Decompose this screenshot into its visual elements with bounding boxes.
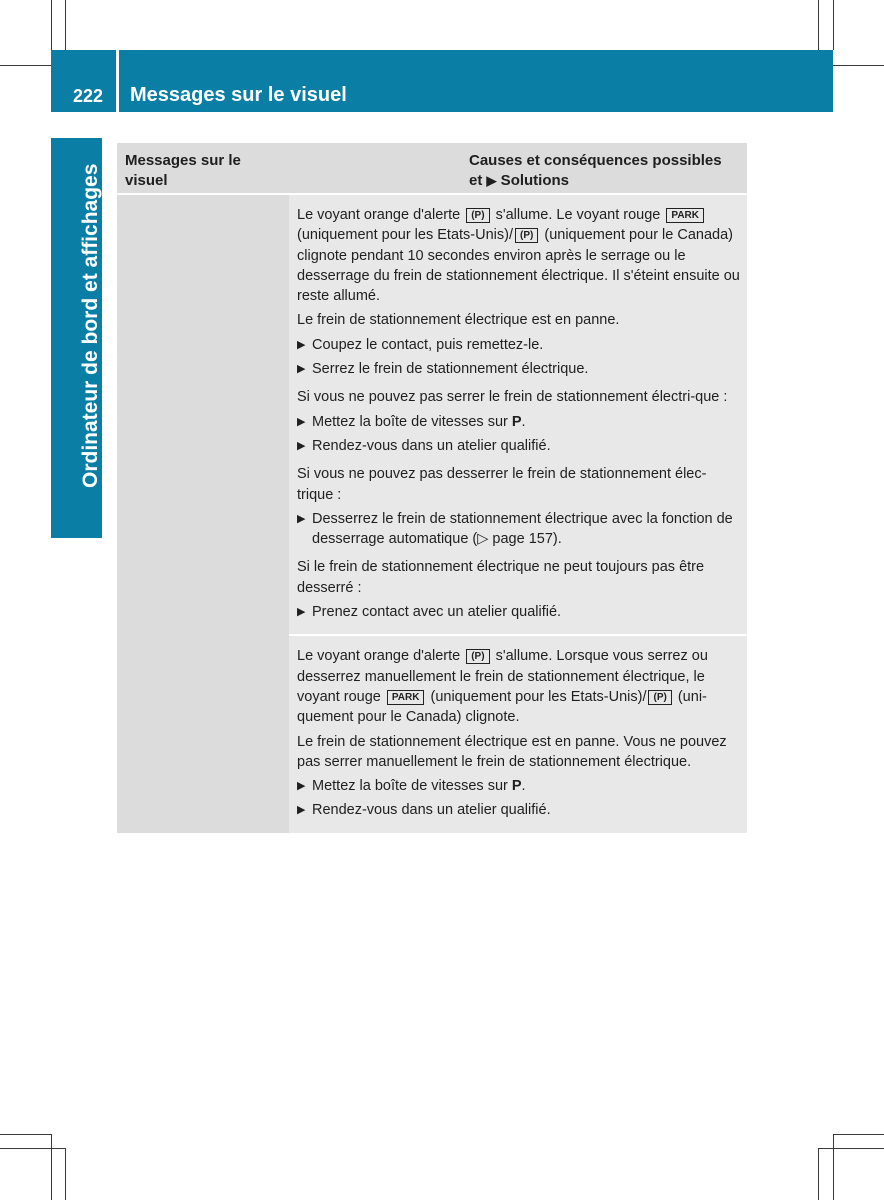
arrow-icon: ▶: [486, 173, 497, 188]
list-text: Serrez le frein de stationnement électrique.: [312, 361, 589, 378]
bullet-arrow-icon: ▶: [297, 338, 306, 351]
list-text: Prenez contact avec un atelier qualifié.: [312, 604, 562, 621]
list-text: Rendez-vous dans un atelier qualifié.: [312, 437, 551, 454]
paragraph: Le frein de stationnement électrique est en panne.: [297, 312, 620, 329]
crop-mark: [833, 1134, 834, 1200]
page-number: 222: [73, 86, 104, 106]
text: s'allume. Le voyant rouge: [491, 207, 665, 223]
list-text: Desserrez le frein de stationnement électrique avec la fonction de desserrage automatique (▷ page 157).: [312, 510, 733, 548]
col-header-causes: [289, 143, 747, 193]
paragraph: Si vous ne pouvez pas serrer le frein de stationnement électri-que :: [297, 389, 728, 406]
list-text: [312, 412, 526, 432]
crop-mark: [65, 0, 66, 50]
page-title: Messages sur le visuel: [130, 84, 347, 106]
chapter-title: Ordinateur de bord et affichages: [79, 163, 102, 488]
crop-mark: [818, 1148, 819, 1200]
list-item: [297, 436, 740, 456]
bullet-arrow-icon: ▶: [297, 804, 306, 817]
park-icon: PARK: [387, 690, 425, 705]
col-header-text: Solutions: [496, 172, 570, 189]
text: Le voyant orange d'alerte: [297, 207, 465, 223]
text: Le voyant orange d'alerte: [297, 648, 465, 665]
text: .: [521, 413, 526, 430]
text: (uniquement pour le Canada) clignote pendant 10 secondes environ après le serrage ou le desserrage du frein de stationnement électrique. Il s'éteint ensuite ou reste allumé.: [297, 227, 740, 305]
crop-mark: [833, 1134, 884, 1135]
list-item: [297, 776, 740, 796]
crop-mark: [0, 1134, 51, 1135]
crop-mark: [818, 1148, 884, 1149]
text: (uni-quement pour le Canada) clignote.: [297, 688, 707, 726]
parking-brake-icon: (P): [648, 690, 671, 705]
text: s'allume. Lorsque vous serrez ou desserrez manuellement le frein de stationnement électrique, le voyant rouge: [297, 648, 708, 705]
bullet-arrow-icon: ▶: [297, 363, 306, 376]
crop-mark: [833, 0, 834, 50]
park-icon: PARK: [666, 208, 704, 223]
solutions-cell: [289, 195, 747, 833]
table-body: [117, 195, 747, 833]
table-header: [117, 143, 747, 195]
paragraph: [297, 646, 740, 727]
bullet-arrow-icon: ▶: [297, 512, 306, 525]
gear-p: P: [511, 413, 522, 430]
gear-p: P: [511, 778, 522, 795]
col-header-messages: Messages sur le visuel: [125, 152, 241, 189]
list-item: [297, 800, 740, 820]
crop-mark: [0, 65, 51, 66]
bullet-arrow-icon: ▶: [297, 606, 306, 619]
text: Mettez la boîte de vitesses sur: [312, 778, 512, 795]
paragraph: Le frein de stationnement électrique est en panne. Vous ne pouvez pas serrer manuellement le frein de stationnement électrique.: [297, 733, 727, 770]
list-item: [297, 412, 740, 432]
list-item: [297, 335, 740, 355]
solution-block-1: [289, 195, 747, 634]
list-item: [297, 602, 740, 622]
text: (uniquement pour les Etats-Unis)/: [426, 688, 647, 705]
list-text: Coupez le contact, puis remettez-le.: [312, 336, 544, 353]
crop-mark: [818, 0, 819, 50]
crop-mark: [51, 1134, 52, 1200]
crop-mark: [65, 1148, 66, 1200]
list-item: [297, 509, 740, 550]
header-divider: [116, 50, 119, 112]
paragraph: Si vous ne pouvez pas desserrer le frein de stationnement élec-trique :: [297, 466, 707, 503]
list-item: [297, 359, 740, 379]
parking-brake-icon: (P): [466, 208, 489, 223]
col-header-text: Causes et conséquences possibles et: [469, 152, 722, 189]
parking-brake-icon: (P): [515, 228, 538, 243]
messages-table: [117, 143, 747, 833]
solution-block-2: [289, 634, 747, 832]
text: .: [521, 778, 526, 795]
bullet-arrow-icon: ▶: [297, 439, 306, 452]
bullet-arrow-icon: ▶: [297, 415, 306, 428]
bullet-arrow-icon: ▶: [297, 780, 306, 793]
list-text: Rendez-vous dans un atelier qualifié.: [312, 802, 551, 819]
text: (uniquement pour les Etats-Unis)/: [297, 227, 513, 244]
crop-mark: [51, 0, 52, 50]
parking-brake-icon: (P): [466, 649, 489, 664]
text: Mettez la boîte de vitesses sur: [312, 413, 512, 430]
crop-mark: [833, 65, 884, 66]
paragraph: [297, 205, 740, 306]
paragraph: Si le frein de stationnement électrique ne peut toujours pas être desserré :: [297, 559, 705, 596]
message-cell: [117, 195, 289, 833]
crop-mark: [0, 1148, 65, 1149]
list-text: [312, 776, 526, 796]
